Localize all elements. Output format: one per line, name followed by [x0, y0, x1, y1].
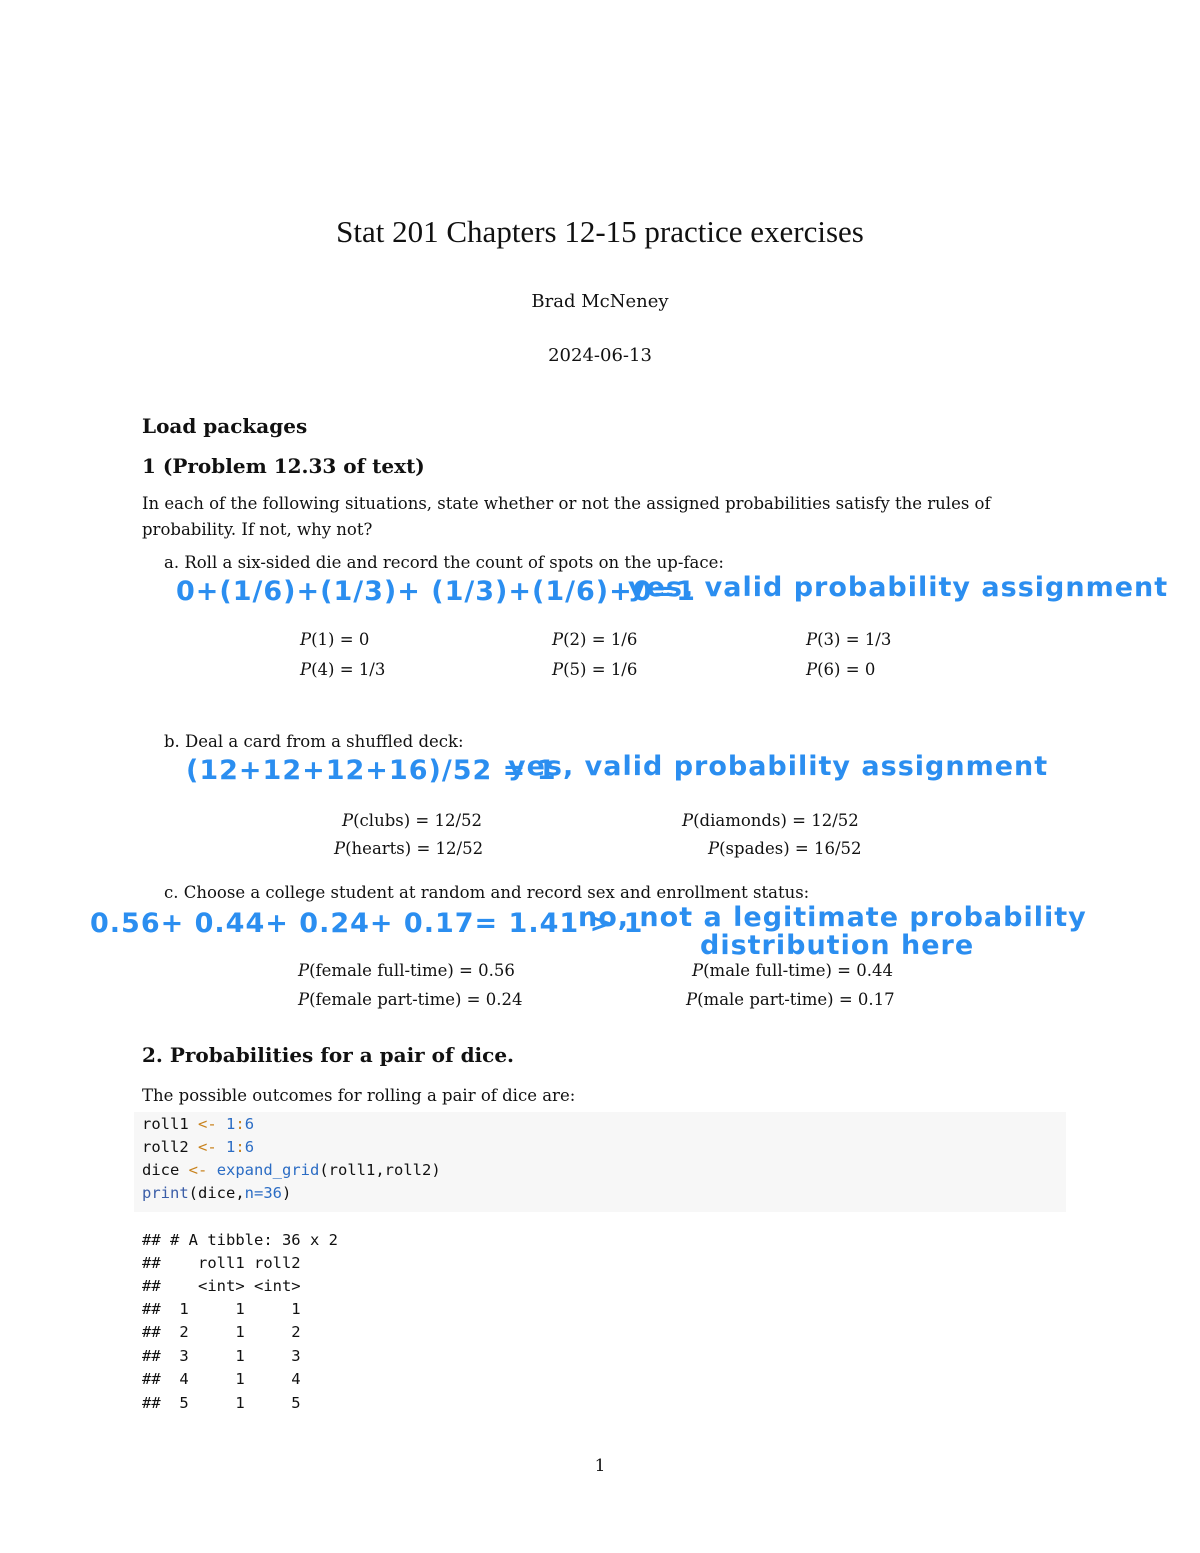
prob-a-4: P(4) = 1/3	[300, 660, 386, 679]
output-line: ## roll1 roll2	[142, 1254, 301, 1272]
prob-b-clubs: P(clubs) = 12/52	[342, 811, 483, 830]
output-line: ## <int> <int>	[142, 1277, 301, 1295]
code-line-2: roll2 <- 1:6	[142, 1138, 255, 1156]
handwritten-c-sum: 0.56+ 0.44+ 0.24+ 0.17= 1.41 > 1	[90, 908, 644, 939]
item-b-label: b. Deal a card from a shuffled deck:	[164, 732, 464, 751]
prob-c-female-full-time: P(female full-time) = 0.56	[298, 961, 515, 980]
section-1-paragraph-line-1: In each of the following situations, state whether or not the assigned probabilities satisfy the rules of	[142, 494, 991, 513]
section-1-paragraph	[142, 491, 1072, 543]
output-line: ## 2 1 2	[142, 1323, 301, 1341]
handwritten-c-verdict-line-2: distribution here	[700, 930, 975, 961]
heading-section-2: 2. Probabilities for a pair of dice.	[142, 1043, 515, 1067]
handwritten-a-sum: 0+(1/6)+(1/3)+ (1/3)+(1/6)+0=1	[176, 576, 696, 607]
section-1-paragraph-line-2: probability. If not, why not?	[142, 520, 373, 539]
prob-a-3: P(3) = 1/3	[806, 630, 892, 649]
code-line-3: dice <- expand_grid(roll1,roll2)	[142, 1161, 441, 1179]
prob-b-hearts: P(hearts) = 12/52	[334, 839, 484, 858]
prob-a-1: P(1) = 0	[300, 630, 370, 649]
prob-c-female-part-time: P(female part-time) = 0.24	[298, 990, 523, 1009]
prob-a-6: P(6) = 0	[806, 660, 876, 679]
page-title: Stat 201 Chapters 12-15 practice exercises	[336, 214, 864, 249]
author: Brad McNeney	[531, 291, 669, 312]
prob-a-5: P(5) = 1/6	[552, 660, 638, 679]
page-number: 1	[594, 1456, 606, 1476]
handwritten-b-sum: (12+12+12+16)/52 = 1	[186, 755, 557, 786]
heading-load-packages: Load packages	[142, 414, 308, 438]
prob-a-2: P(2) = 1/6	[552, 630, 638, 649]
code-line-4: print(dice,n=36)	[142, 1184, 292, 1202]
output-line: ## 4 1 4	[142, 1370, 301, 1388]
prob-b-diamonds: P(diamonds) = 12/52	[682, 811, 859, 830]
output-line: ## # A tibble: 36 x 2	[142, 1231, 338, 1249]
handwritten-b-verdict: yes, valid probability assignment	[508, 751, 1049, 782]
prob-c-male-full-time: P(male full-time) = 0.44	[692, 961, 894, 980]
handwritten-c-verdict-line-1: no, not a legitimate probability	[578, 902, 1087, 933]
code-line-1: roll1 <- 1:6	[142, 1115, 255, 1133]
prob-c-male-part-time: P(male part-time) = 0.17	[686, 990, 895, 1009]
handwritten-a-verdict: yes, valid probability assignment	[628, 572, 1169, 603]
output-line: ## 3 1 3	[142, 1347, 301, 1365]
output-line: ## 1 1 1	[142, 1300, 301, 1318]
heading-section-1: 1 (Problem 12.33 of text)	[142, 454, 425, 478]
item-c-label: c. Choose a college student at random and record sex and enrollment status:	[164, 883, 810, 902]
date: 2024-06-13	[548, 345, 652, 366]
item-a-label: a. Roll a six-sided die and record the count of spots on the up-face:	[164, 553, 724, 572]
prob-b-spades: P(spades) = 16/52	[708, 839, 862, 858]
section-2-paragraph: The possible outcomes for rolling a pair of dice are:	[142, 1086, 576, 1105]
output-line: ## 5 1 5	[142, 1394, 301, 1412]
